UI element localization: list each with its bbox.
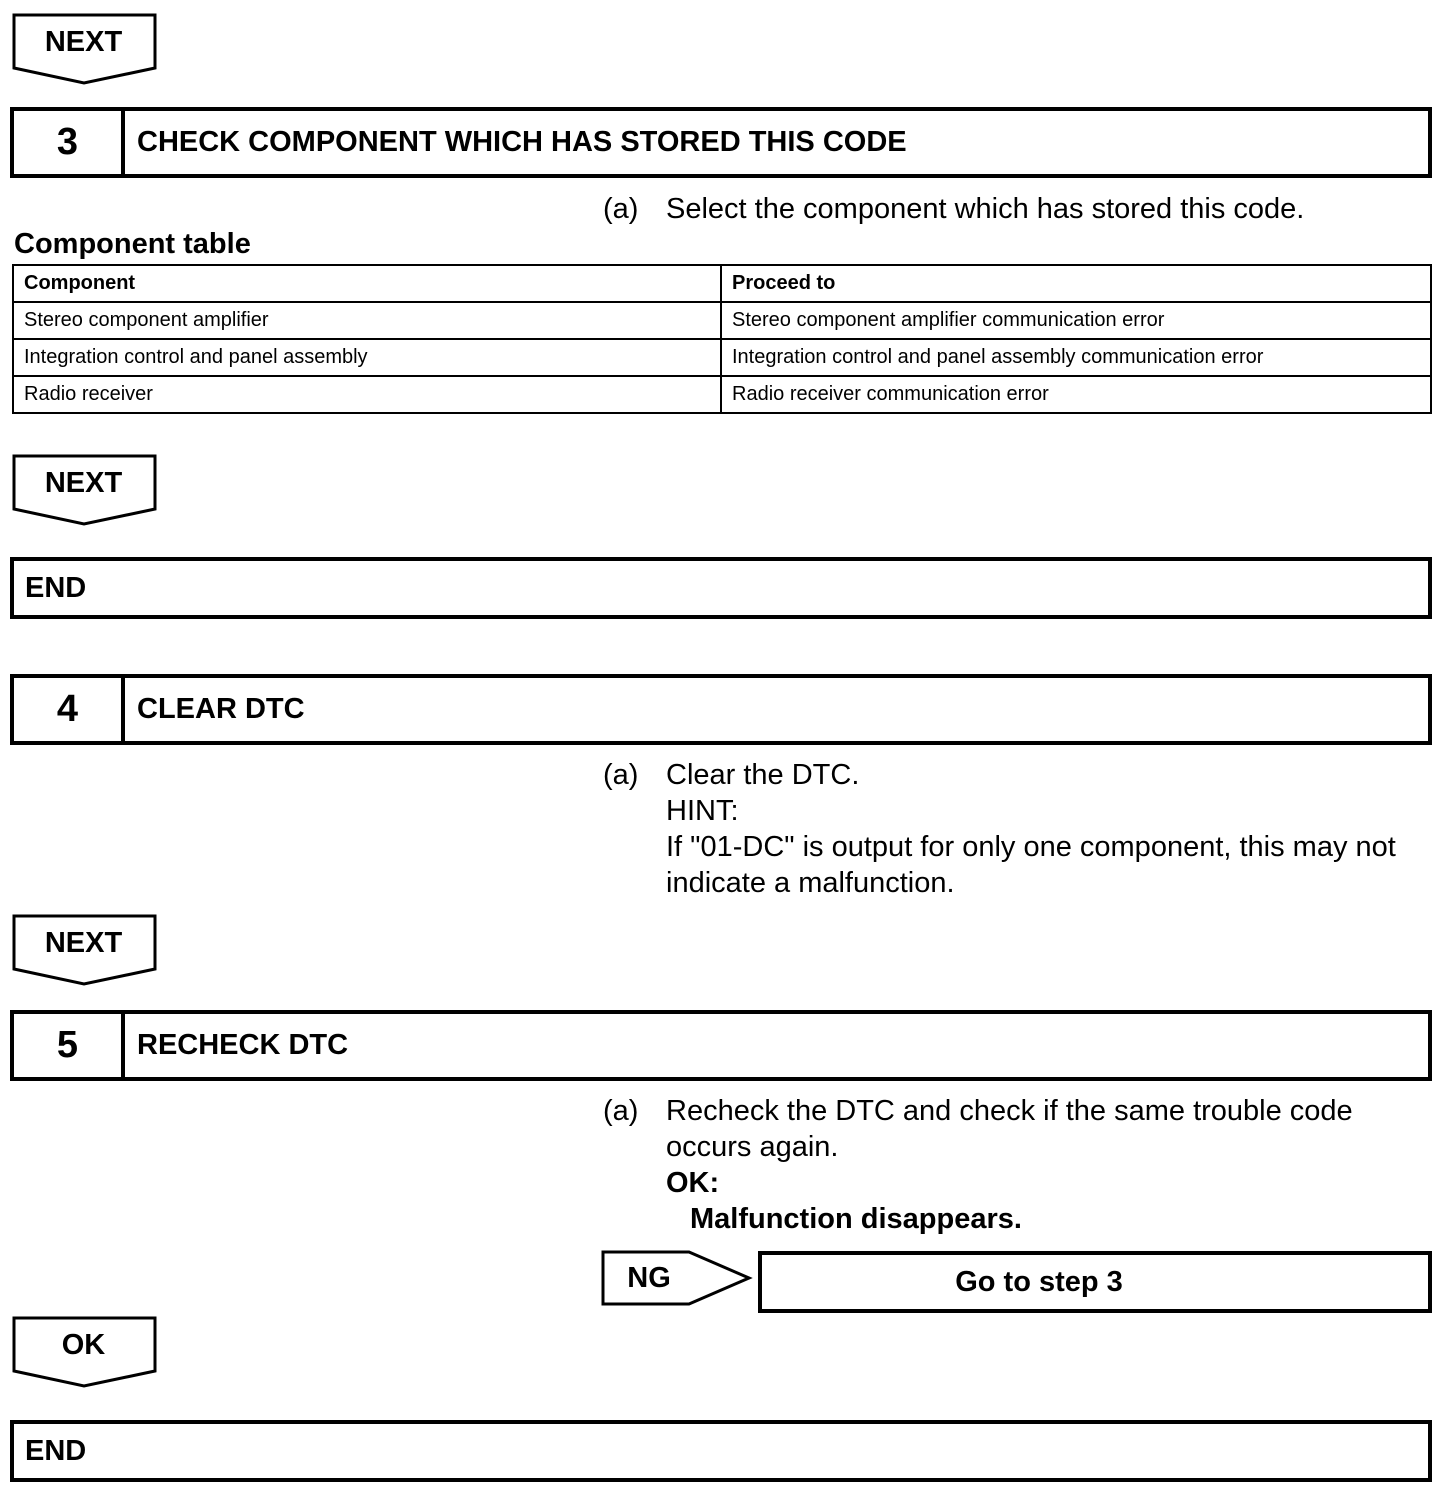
table-row <box>13 376 1431 413</box>
step-3-header <box>10 107 1432 178</box>
ok-criteria-text: Malfunction disappears. <box>690 1203 1022 1235</box>
step-3-item-a-tag: (a) <box>603 193 639 225</box>
step-3-item-a-text: Select the component which has stored this code. <box>666 193 1305 225</box>
table-row <box>13 302 1431 339</box>
table-cell: Integration control and panel assembly <box>13 339 721 376</box>
step-4-item-a-tag: (a) <box>603 759 639 791</box>
hint-label: HINT: <box>666 795 739 827</box>
component-table <box>12 264 1432 414</box>
ok-criteria-label: OK: <box>666 1167 720 1199</box>
step-number: 5 <box>14 1014 125 1077</box>
table-cell: Stereo component amplifier <box>13 302 721 339</box>
step-4-header <box>10 674 1432 745</box>
step-title: CHECK COMPONENT WHICH HAS STORED THIS CODE <box>137 126 907 158</box>
hint-text-line-1: If "01-DC" is output for only one component, this may not <box>666 831 1396 863</box>
table-cell: Radio receiver communication error <box>721 376 1431 413</box>
ok-label: OK <box>61 1329 106 1361</box>
end-box-2: END <box>10 1420 1432 1482</box>
step-4-instruction: Clear the DTC. <box>666 759 860 791</box>
hint-text-line-2: indicate a malfunction. <box>666 867 955 899</box>
next-label: NEXT <box>44 927 123 959</box>
ng-label: NG <box>627 1262 671 1294</box>
step-5-header <box>10 1010 1432 1081</box>
table-cell: Radio receiver <box>13 376 721 413</box>
end-box-1: END <box>10 557 1432 619</box>
step-4-item-a-body <box>666 757 1396 901</box>
table-header-proceed-to: Proceed to <box>721 265 1431 302</box>
step-5-instruction-line-2: occurs again. <box>666 1131 839 1163</box>
table-cell: Stereo component amplifier communication error <box>721 302 1431 339</box>
table-header-component: Component <box>13 265 721 302</box>
next-label: NEXT <box>44 26 123 58</box>
step-title: CLEAR DTC <box>137 693 305 725</box>
step-number: 3 <box>14 111 125 174</box>
table-header-row <box>13 265 1431 302</box>
table-cell: Integration control and panel assembly communication error <box>721 339 1431 376</box>
step-5-item-a-body <box>666 1093 1353 1237</box>
step-5-item-a-tag: (a) <box>603 1095 639 1127</box>
step-5-instruction-line-1: Recheck the DTC and check if the same trouble code <box>666 1095 1353 1127</box>
next-label: NEXT <box>44 467 123 499</box>
step-number: 4 <box>14 678 125 741</box>
table-row <box>13 339 1431 376</box>
step-title: RECHECK DTC <box>137 1029 349 1061</box>
component-table-title: Component table <box>14 228 251 260</box>
go-to-step-3-box: Go to step 3 <box>758 1251 1432 1313</box>
